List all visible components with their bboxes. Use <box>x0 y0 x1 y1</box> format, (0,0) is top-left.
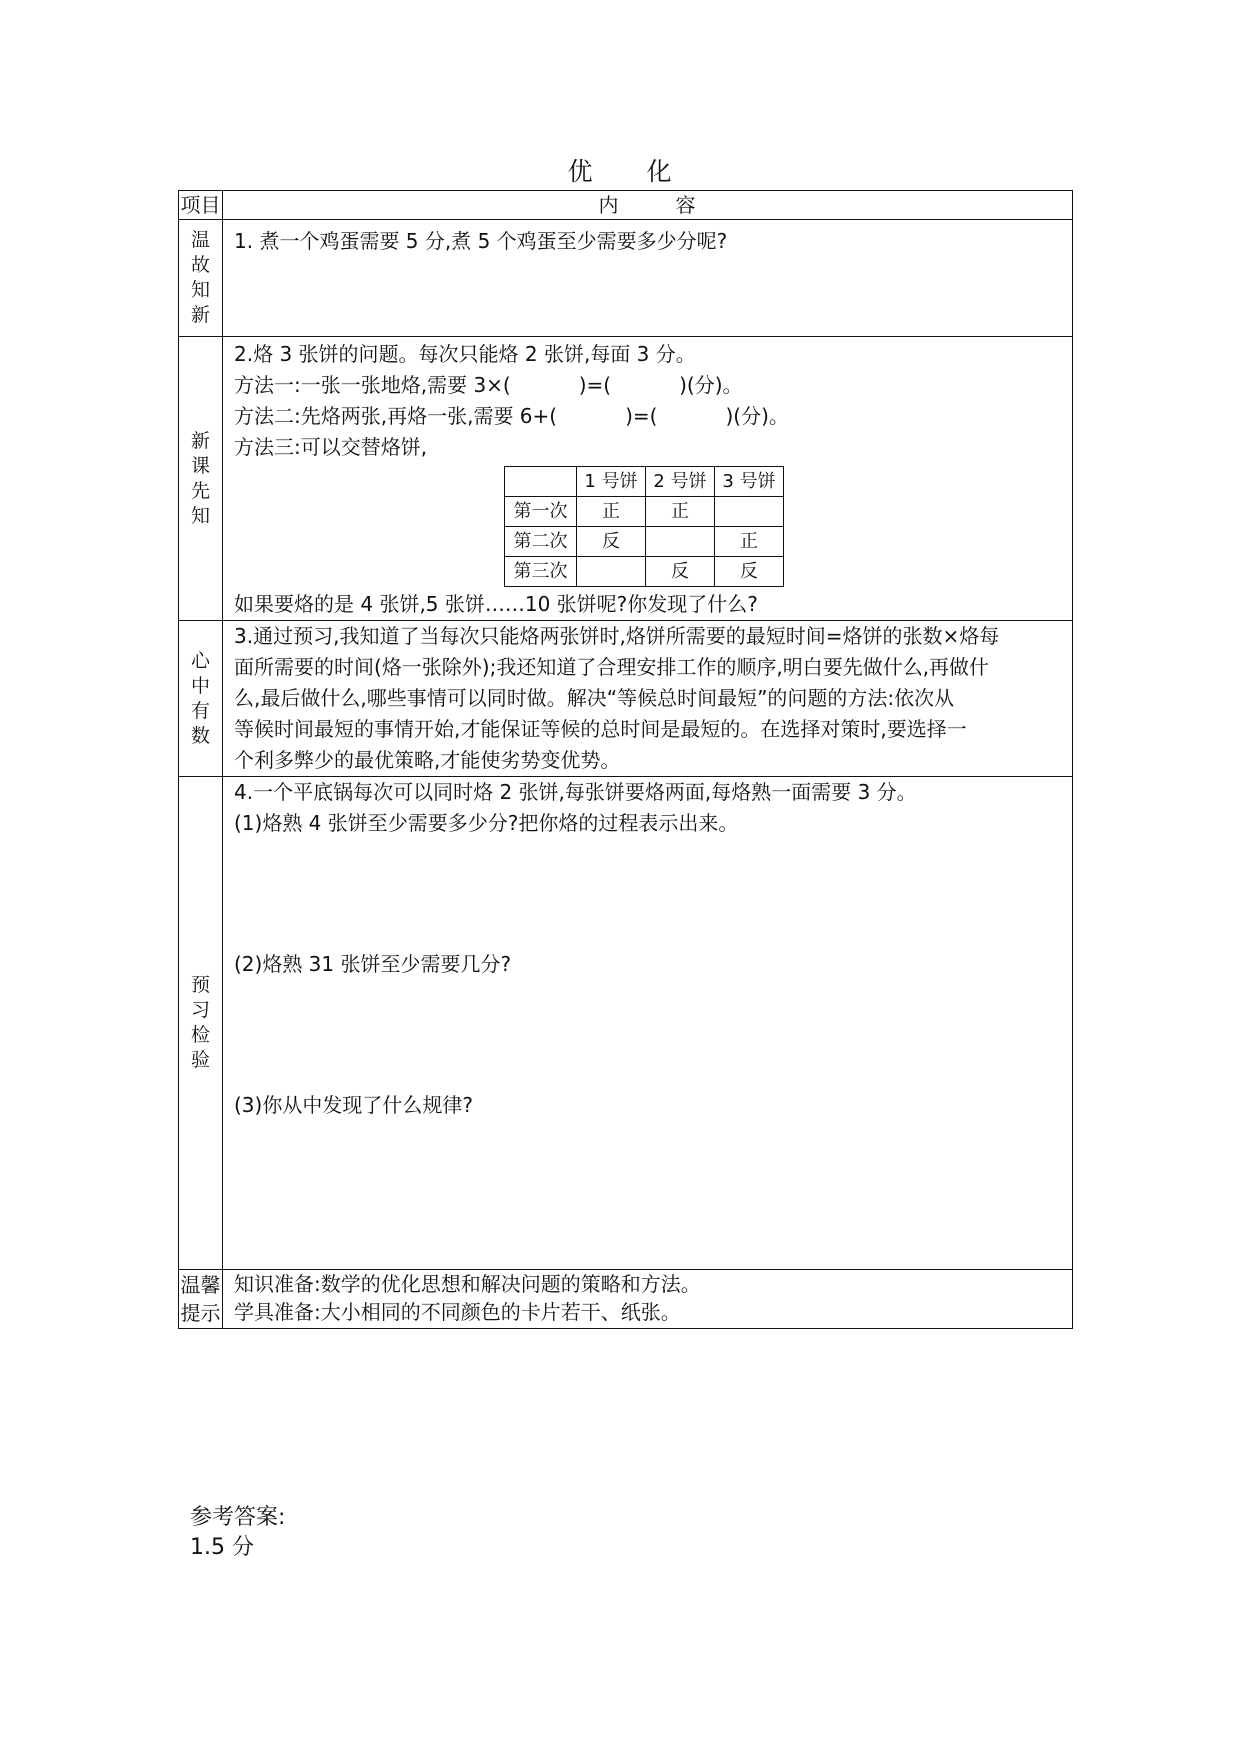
label-line: 温馨 <box>180 1273 221 1297</box>
question-4-intro: 4.一个平底锅每次可以同时烙 2 张饼,每张饼要烙两面,每烙熟一面需要 3 分。 <box>234 780 917 804</box>
schedule-cell: 正 <box>577 497 646 527</box>
label-char: 故 <box>190 254 210 276</box>
title-char-2: 化 <box>646 157 674 186</box>
pancake-schedule-table <box>504 466 784 587</box>
summary-line: 面所需要的时间(烙一张除外);我还知道了合理安排工作的顺序,明白要先做什么,再做什 <box>234 655 990 679</box>
schedule-row <box>505 497 784 527</box>
label-char: 新 <box>190 304 210 326</box>
method-3: 方法三:可以交替烙饼, <box>234 435 428 459</box>
schedule-cell: 反 <box>715 557 784 587</box>
label-char: 知 <box>190 504 210 527</box>
method-1-mid: )=( <box>578 373 612 397</box>
header-content-char-1: 内 <box>598 193 620 217</box>
section-label-new-lesson <box>179 337 223 621</box>
answer-heading: 参考答案: <box>190 1505 286 1530</box>
label-char: 心 <box>190 649 210 672</box>
schedule-cell: 正 <box>646 497 715 527</box>
question-4-part-1: (1)烙熟 4 张饼至少需要多少分?把你烙的过程表示出来。 <box>234 811 739 835</box>
method-1-prefix: 方法一:一张一张地烙,需要 3×( <box>234 373 511 397</box>
schedule-cell: 正 <box>715 527 784 557</box>
question-4-part-2: (2)烙熟 31 张饼至少需要几分? <box>234 952 512 976</box>
label-char: 检 <box>190 1024 210 1046</box>
worksheet-table <box>178 190 1073 1329</box>
summary-line: 个利多弊少的最优策略,才能使劣势变优势。 <box>234 748 621 772</box>
header-content <box>223 191 1073 220</box>
section-label-summary <box>179 621 223 777</box>
label-char: 温 <box>190 229 210 251</box>
question-2-intro: 2.烙 3 张饼的问题。每次只能烙 2 张饼,每面 3 分。 <box>234 342 696 366</box>
section-content-new-lesson <box>223 337 1073 621</box>
header-item: 项目 <box>179 191 223 220</box>
schedule-cell: 反 <box>646 557 715 587</box>
label-char: 中 <box>190 674 210 697</box>
tip-materials: 学具准备:大小相同的不同颜色的卡片若干、纸张。 <box>234 1300 681 1324</box>
section-review <box>179 220 1073 337</box>
question-2-followup: 如果要烙的是 4 张饼,5 张饼……10 张饼呢?你发现了什么? <box>234 592 758 616</box>
summary-line: 3.通过预习,我知道了当每次只能烙两张饼时,烙饼所需要的最短时间=烙饼的张数×烙每 <box>234 624 1000 648</box>
method-1-suffix: )(分)。 <box>679 373 743 397</box>
section-label-preview-check <box>179 777 223 1270</box>
question-1: 1. 煮一个鸡蛋需要 5 分,煮 5 个鸡蛋至少需要多少分呢? <box>234 229 728 253</box>
title-char-1: 优 <box>567 157 595 186</box>
schedule-header-cell: 2 号饼 <box>646 467 715 497</box>
method-2-prefix: 方法二:先烙两张,再烙一张,需要 6+( <box>234 404 558 428</box>
header-content-char-2: 容 <box>675 193 697 217</box>
schedule-cell: 反 <box>577 527 646 557</box>
schedule-header-row <box>505 467 784 497</box>
label-char: 验 <box>190 1049 210 1071</box>
label-char: 知 <box>190 279 210 301</box>
label-char: 有 <box>190 699 210 722</box>
header-row <box>179 191 1073 220</box>
schedule-row <box>505 557 784 587</box>
schedule-cell <box>577 557 646 587</box>
label-char: 课 <box>190 454 210 477</box>
answer-line-1: 1.5 分 <box>190 1535 254 1560</box>
tip-knowledge: 知识准备:数学的优化思想和解决问题的策略和方法。 <box>234 1272 701 1296</box>
section-summary <box>179 621 1073 777</box>
section-label-tips <box>179 1270 223 1329</box>
schedule-row-label: 第二次 <box>505 527 577 557</box>
section-tips <box>179 1270 1073 1329</box>
page-title <box>0 152 1241 188</box>
section-content-summary <box>223 621 1073 777</box>
label-char: 先 <box>190 479 210 502</box>
section-content-tips <box>223 1270 1073 1329</box>
summary-line: 等候时间最短的事情开始,才能保证等候的总时间是最短的。在选择对策时,要选择一 <box>234 717 967 741</box>
schedule-header-cell: 1 号饼 <box>577 467 646 497</box>
schedule-row-label: 第三次 <box>505 557 577 587</box>
label-line: 提示 <box>180 1301 221 1325</box>
schedule-header-cell: 3 号饼 <box>715 467 784 497</box>
label-char: 预 <box>190 974 210 996</box>
section-content-review <box>223 220 1073 337</box>
section-preview-check <box>179 777 1073 1270</box>
section-content-preview-check <box>223 777 1073 1270</box>
schedule-corner <box>505 467 577 497</box>
label-char: 新 <box>190 429 210 452</box>
section-new-lesson <box>179 337 1073 621</box>
schedule-cell <box>646 527 715 557</box>
method-1 <box>234 370 1062 401</box>
schedule-cell <box>715 497 784 527</box>
label-char: 数 <box>190 724 210 747</box>
label-char: 习 <box>190 999 210 1021</box>
summary-line: 么,最后做什么,哪些事情可以同时做。解决“等候总时间最短”的问题的方法:依次从 <box>234 686 955 710</box>
method-2-suffix: )(分)。 <box>725 404 789 428</box>
section-label-review <box>179 220 223 337</box>
question-4-part-3: (3)你从中发现了什么规律? <box>234 1093 473 1117</box>
schedule-row-label: 第一次 <box>505 497 577 527</box>
method-2-mid: )=( <box>625 404 658 428</box>
schedule-row <box>505 527 784 557</box>
method-2 <box>234 401 1062 432</box>
